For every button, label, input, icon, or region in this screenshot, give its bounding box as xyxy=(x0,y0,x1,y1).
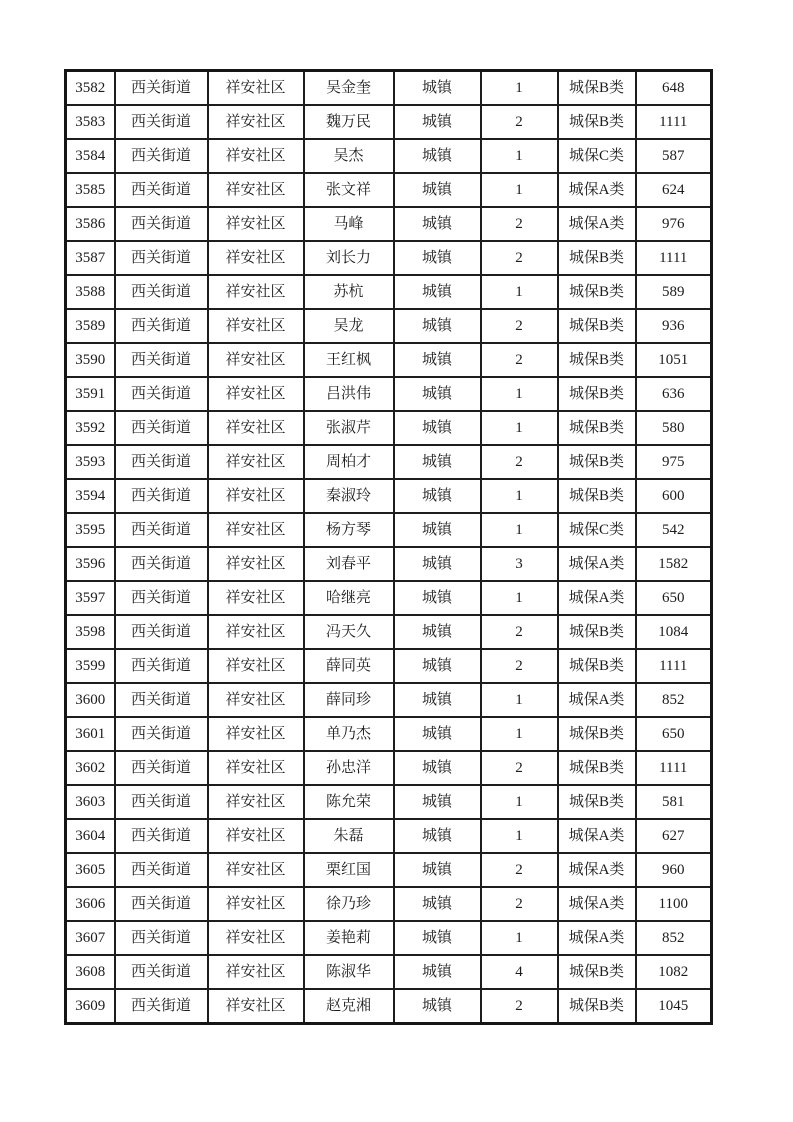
cell-residence-type: 城镇 xyxy=(394,751,481,785)
cell-residence-type: 城镇 xyxy=(394,71,481,106)
cell-name: 秦淑玲 xyxy=(304,479,394,513)
cell-street: 西关街道 xyxy=(115,751,208,785)
table-row xyxy=(66,309,712,343)
table-row xyxy=(66,547,712,581)
cell-amount: 1100 xyxy=(636,887,712,921)
cell-street: 西关街道 xyxy=(115,683,208,717)
cell-community: 祥安社区 xyxy=(208,71,304,106)
cell-community: 祥安社区 xyxy=(208,275,304,309)
cell-community: 祥安社区 xyxy=(208,309,304,343)
cell-row-id: 3582 xyxy=(66,71,115,106)
cell-amount: 580 xyxy=(636,411,712,445)
cell-residence-type: 城镇 xyxy=(394,377,481,411)
cell-street: 西关街道 xyxy=(115,377,208,411)
cell-community: 祥安社区 xyxy=(208,819,304,853)
cell-amount: 648 xyxy=(636,71,712,106)
cell-row-id: 3588 xyxy=(66,275,115,309)
cell-street: 西关街道 xyxy=(115,513,208,547)
cell-amount: 852 xyxy=(636,683,712,717)
cell-street: 西关街道 xyxy=(115,241,208,275)
cell-category: 城保B类 xyxy=(558,785,636,819)
cell-community: 祥安社区 xyxy=(208,105,304,139)
cell-residence-type: 城镇 xyxy=(394,309,481,343)
cell-street: 西关街道 xyxy=(115,343,208,377)
cell-person-count: 1 xyxy=(481,173,558,207)
cell-person-count: 1 xyxy=(481,819,558,853)
cell-residence-type: 城镇 xyxy=(394,173,481,207)
cell-person-count: 1 xyxy=(481,71,558,106)
cell-name: 张文祥 xyxy=(304,173,394,207)
table-row xyxy=(66,513,712,547)
cell-amount: 1082 xyxy=(636,955,712,989)
cell-amount: 600 xyxy=(636,479,712,513)
cell-residence-type: 城镇 xyxy=(394,513,481,547)
cell-community: 祥安社区 xyxy=(208,343,304,377)
benefits-table xyxy=(64,69,713,1025)
cell-category: 城保B类 xyxy=(558,479,636,513)
cell-row-id: 3586 xyxy=(66,207,115,241)
cell-person-count: 1 xyxy=(481,683,558,717)
cell-name: 单乃杰 xyxy=(304,717,394,751)
cell-category: 城保B类 xyxy=(558,241,636,275)
cell-amount: 852 xyxy=(636,921,712,955)
cell-amount: 1111 xyxy=(636,105,712,139)
cell-name: 陈淑华 xyxy=(304,955,394,989)
cell-amount: 581 xyxy=(636,785,712,819)
cell-name: 苏杭 xyxy=(304,275,394,309)
cell-community: 祥安社区 xyxy=(208,853,304,887)
cell-amount: 624 xyxy=(636,173,712,207)
cell-residence-type: 城镇 xyxy=(394,819,481,853)
cell-amount: 1582 xyxy=(636,547,712,581)
cell-name: 张淑芹 xyxy=(304,411,394,445)
cell-residence-type: 城镇 xyxy=(394,887,481,921)
cell-row-id: 3599 xyxy=(66,649,115,683)
cell-name: 薛同珍 xyxy=(304,683,394,717)
cell-category: 城保B类 xyxy=(558,411,636,445)
cell-category: 城保A类 xyxy=(558,683,636,717)
cell-residence-type: 城镇 xyxy=(394,785,481,819)
cell-residence-type: 城镇 xyxy=(394,547,481,581)
cell-street: 西关街道 xyxy=(115,853,208,887)
cell-person-count: 2 xyxy=(481,241,558,275)
cell-person-count: 2 xyxy=(481,649,558,683)
cell-row-id: 3591 xyxy=(66,377,115,411)
cell-residence-type: 城镇 xyxy=(394,343,481,377)
cell-residence-type: 城镇 xyxy=(394,479,481,513)
cell-row-id: 3596 xyxy=(66,547,115,581)
cell-row-id: 3597 xyxy=(66,581,115,615)
table-row xyxy=(66,989,712,1024)
cell-person-count: 2 xyxy=(481,207,558,241)
cell-name: 吕洪伟 xyxy=(304,377,394,411)
table-row xyxy=(66,411,712,445)
cell-name: 杨方琴 xyxy=(304,513,394,547)
table-row xyxy=(66,853,712,887)
cell-street: 西关街道 xyxy=(115,785,208,819)
cell-person-count: 1 xyxy=(481,581,558,615)
cell-name: 魏万民 xyxy=(304,105,394,139)
cell-row-id: 3594 xyxy=(66,479,115,513)
cell-row-id: 3583 xyxy=(66,105,115,139)
cell-row-id: 3584 xyxy=(66,139,115,173)
cell-residence-type: 城镇 xyxy=(394,411,481,445)
cell-category: 城保B类 xyxy=(558,717,636,751)
cell-street: 西关街道 xyxy=(115,717,208,751)
cell-category: 城保C类 xyxy=(558,139,636,173)
cell-community: 祥安社区 xyxy=(208,955,304,989)
cell-person-count: 1 xyxy=(481,785,558,819)
cell-person-count: 4 xyxy=(481,955,558,989)
cell-category: 城保B类 xyxy=(558,275,636,309)
cell-person-count: 2 xyxy=(481,343,558,377)
cell-amount: 627 xyxy=(636,819,712,853)
cell-person-count: 2 xyxy=(481,615,558,649)
cell-person-count: 1 xyxy=(481,717,558,751)
cell-residence-type: 城镇 xyxy=(394,955,481,989)
cell-person-count: 1 xyxy=(481,513,558,547)
cell-category: 城保A类 xyxy=(558,207,636,241)
cell-amount: 1111 xyxy=(636,241,712,275)
table-row xyxy=(66,921,712,955)
cell-row-id: 3604 xyxy=(66,819,115,853)
cell-name: 周柏才 xyxy=(304,445,394,479)
cell-name: 徐乃珍 xyxy=(304,887,394,921)
cell-street: 西关街道 xyxy=(115,989,208,1024)
cell-street: 西关街道 xyxy=(115,411,208,445)
cell-street: 西关街道 xyxy=(115,921,208,955)
cell-row-id: 3600 xyxy=(66,683,115,717)
cell-category: 城保B类 xyxy=(558,105,636,139)
table-row xyxy=(66,173,712,207)
table-row xyxy=(66,139,712,173)
table-row xyxy=(66,751,712,785)
table-row xyxy=(66,105,712,139)
table-row xyxy=(66,785,712,819)
cell-row-id: 3595 xyxy=(66,513,115,547)
cell-name: 陈允荣 xyxy=(304,785,394,819)
cell-name: 马峰 xyxy=(304,207,394,241)
cell-category: 城保B类 xyxy=(558,649,636,683)
table-row xyxy=(66,649,712,683)
cell-community: 祥安社区 xyxy=(208,683,304,717)
cell-community: 祥安社区 xyxy=(208,717,304,751)
cell-category: 城保B类 xyxy=(558,71,636,106)
table-row xyxy=(66,479,712,513)
table-row xyxy=(66,241,712,275)
table-row xyxy=(66,615,712,649)
cell-category: 城保A类 xyxy=(558,887,636,921)
cell-row-id: 3598 xyxy=(66,615,115,649)
cell-name: 薛同英 xyxy=(304,649,394,683)
cell-name: 孙忠洋 xyxy=(304,751,394,785)
cell-amount: 589 xyxy=(636,275,712,309)
cell-name: 吴金奎 xyxy=(304,71,394,106)
cell-category: 城保A类 xyxy=(558,819,636,853)
cell-person-count: 2 xyxy=(481,989,558,1024)
cell-name: 王红枫 xyxy=(304,343,394,377)
cell-category: 城保A类 xyxy=(558,173,636,207)
cell-residence-type: 城镇 xyxy=(394,241,481,275)
cell-community: 祥安社区 xyxy=(208,921,304,955)
cell-community: 祥安社区 xyxy=(208,139,304,173)
cell-street: 西关街道 xyxy=(115,445,208,479)
cell-row-id: 3593 xyxy=(66,445,115,479)
cell-category: 城保B类 xyxy=(558,445,636,479)
cell-row-id: 3608 xyxy=(66,955,115,989)
cell-community: 祥安社区 xyxy=(208,649,304,683)
cell-person-count: 2 xyxy=(481,445,558,479)
cell-row-id: 3602 xyxy=(66,751,115,785)
cell-person-count: 2 xyxy=(481,309,558,343)
cell-residence-type: 城镇 xyxy=(394,989,481,1024)
cell-amount: 936 xyxy=(636,309,712,343)
cell-category: 城保B类 xyxy=(558,343,636,377)
cell-street: 西关街道 xyxy=(115,139,208,173)
cell-community: 祥安社区 xyxy=(208,445,304,479)
cell-residence-type: 城镇 xyxy=(394,207,481,241)
cell-community: 祥安社区 xyxy=(208,615,304,649)
cell-person-count: 1 xyxy=(481,275,558,309)
cell-community: 祥安社区 xyxy=(208,989,304,1024)
cell-residence-type: 城镇 xyxy=(394,445,481,479)
cell-person-count: 1 xyxy=(481,411,558,445)
cell-amount: 650 xyxy=(636,581,712,615)
cell-name: 吴杰 xyxy=(304,139,394,173)
cell-person-count: 1 xyxy=(481,139,558,173)
cell-category: 城保B类 xyxy=(558,615,636,649)
cell-name: 姜艳莉 xyxy=(304,921,394,955)
table-row xyxy=(66,445,712,479)
cell-row-id: 3609 xyxy=(66,989,115,1024)
cell-residence-type: 城镇 xyxy=(394,615,481,649)
cell-person-count: 1 xyxy=(481,479,558,513)
cell-community: 祥安社区 xyxy=(208,241,304,275)
cell-category: 城保A类 xyxy=(558,547,636,581)
cell-amount: 650 xyxy=(636,717,712,751)
table-row xyxy=(66,207,712,241)
table-row xyxy=(66,955,712,989)
cell-name: 朱磊 xyxy=(304,819,394,853)
cell-row-id: 3587 xyxy=(66,241,115,275)
benefits-table-container xyxy=(64,69,711,1025)
cell-residence-type: 城镇 xyxy=(394,139,481,173)
cell-row-id: 3589 xyxy=(66,309,115,343)
cell-name: 栗红国 xyxy=(304,853,394,887)
cell-name: 赵克湘 xyxy=(304,989,394,1024)
cell-street: 西关街道 xyxy=(115,479,208,513)
cell-community: 祥安社区 xyxy=(208,513,304,547)
cell-amount: 1111 xyxy=(636,649,712,683)
table-row xyxy=(66,71,712,106)
cell-street: 西关街道 xyxy=(115,955,208,989)
cell-community: 祥安社区 xyxy=(208,887,304,921)
cell-category: 城保C类 xyxy=(558,513,636,547)
cell-street: 西关街道 xyxy=(115,615,208,649)
cell-residence-type: 城镇 xyxy=(394,649,481,683)
cell-amount: 587 xyxy=(636,139,712,173)
cell-row-id: 3590 xyxy=(66,343,115,377)
cell-street: 西关街道 xyxy=(115,649,208,683)
cell-amount: 960 xyxy=(636,853,712,887)
cell-category: 城保B类 xyxy=(558,377,636,411)
cell-residence-type: 城镇 xyxy=(394,921,481,955)
cell-category: 城保B类 xyxy=(558,751,636,785)
table-row xyxy=(66,275,712,309)
cell-street: 西关街道 xyxy=(115,887,208,921)
cell-street: 西关街道 xyxy=(115,309,208,343)
cell-amount: 1051 xyxy=(636,343,712,377)
cell-residence-type: 城镇 xyxy=(394,105,481,139)
cell-community: 祥安社区 xyxy=(208,479,304,513)
cell-person-count: 2 xyxy=(481,887,558,921)
cell-amount: 976 xyxy=(636,207,712,241)
cell-community: 祥安社区 xyxy=(208,547,304,581)
cell-street: 西关街道 xyxy=(115,819,208,853)
cell-amount: 975 xyxy=(636,445,712,479)
cell-community: 祥安社区 xyxy=(208,411,304,445)
cell-row-id: 3603 xyxy=(66,785,115,819)
cell-amount: 1111 xyxy=(636,751,712,785)
cell-name: 刘春平 xyxy=(304,547,394,581)
table-row xyxy=(66,377,712,411)
cell-name: 吴龙 xyxy=(304,309,394,343)
cell-residence-type: 城镇 xyxy=(394,683,481,717)
cell-community: 祥安社区 xyxy=(208,785,304,819)
table-row xyxy=(66,819,712,853)
cell-row-id: 3601 xyxy=(66,717,115,751)
cell-person-count: 2 xyxy=(481,853,558,887)
cell-row-id: 3585 xyxy=(66,173,115,207)
cell-category: 城保A类 xyxy=(558,853,636,887)
cell-street: 西关街道 xyxy=(115,71,208,106)
cell-community: 祥安社区 xyxy=(208,751,304,785)
cell-person-count: 2 xyxy=(481,105,558,139)
cell-name: 哈继亮 xyxy=(304,581,394,615)
cell-category: 城保B类 xyxy=(558,989,636,1024)
cell-person-count: 1 xyxy=(481,377,558,411)
cell-amount: 1045 xyxy=(636,989,712,1024)
cell-amount: 636 xyxy=(636,377,712,411)
table-body xyxy=(66,71,712,1024)
cell-amount: 542 xyxy=(636,513,712,547)
cell-residence-type: 城镇 xyxy=(394,275,481,309)
cell-row-id: 3606 xyxy=(66,887,115,921)
cell-street: 西关街道 xyxy=(115,581,208,615)
cell-name: 刘长力 xyxy=(304,241,394,275)
cell-row-id: 3605 xyxy=(66,853,115,887)
cell-community: 祥安社区 xyxy=(208,207,304,241)
table-row xyxy=(66,887,712,921)
cell-category: 城保B类 xyxy=(558,309,636,343)
cell-row-id: 3607 xyxy=(66,921,115,955)
cell-street: 西关街道 xyxy=(115,275,208,309)
table-row xyxy=(66,717,712,751)
cell-residence-type: 城镇 xyxy=(394,853,481,887)
cell-residence-type: 城镇 xyxy=(394,581,481,615)
cell-street: 西关街道 xyxy=(115,207,208,241)
cell-community: 祥安社区 xyxy=(208,173,304,207)
cell-community: 祥安社区 xyxy=(208,377,304,411)
cell-residence-type: 城镇 xyxy=(394,717,481,751)
cell-person-count: 2 xyxy=(481,751,558,785)
cell-category: 城保A类 xyxy=(558,921,636,955)
cell-row-id: 3592 xyxy=(66,411,115,445)
table-row xyxy=(66,683,712,717)
table-row xyxy=(66,343,712,377)
cell-person-count: 1 xyxy=(481,921,558,955)
cell-person-count: 3 xyxy=(481,547,558,581)
cell-street: 西关街道 xyxy=(115,547,208,581)
cell-category: 城保A类 xyxy=(558,581,636,615)
table-row xyxy=(66,581,712,615)
cell-amount: 1084 xyxy=(636,615,712,649)
cell-category: 城保B类 xyxy=(558,955,636,989)
cell-street: 西关街道 xyxy=(115,173,208,207)
cell-community: 祥安社区 xyxy=(208,581,304,615)
cell-street: 西关街道 xyxy=(115,105,208,139)
cell-name: 冯天久 xyxy=(304,615,394,649)
